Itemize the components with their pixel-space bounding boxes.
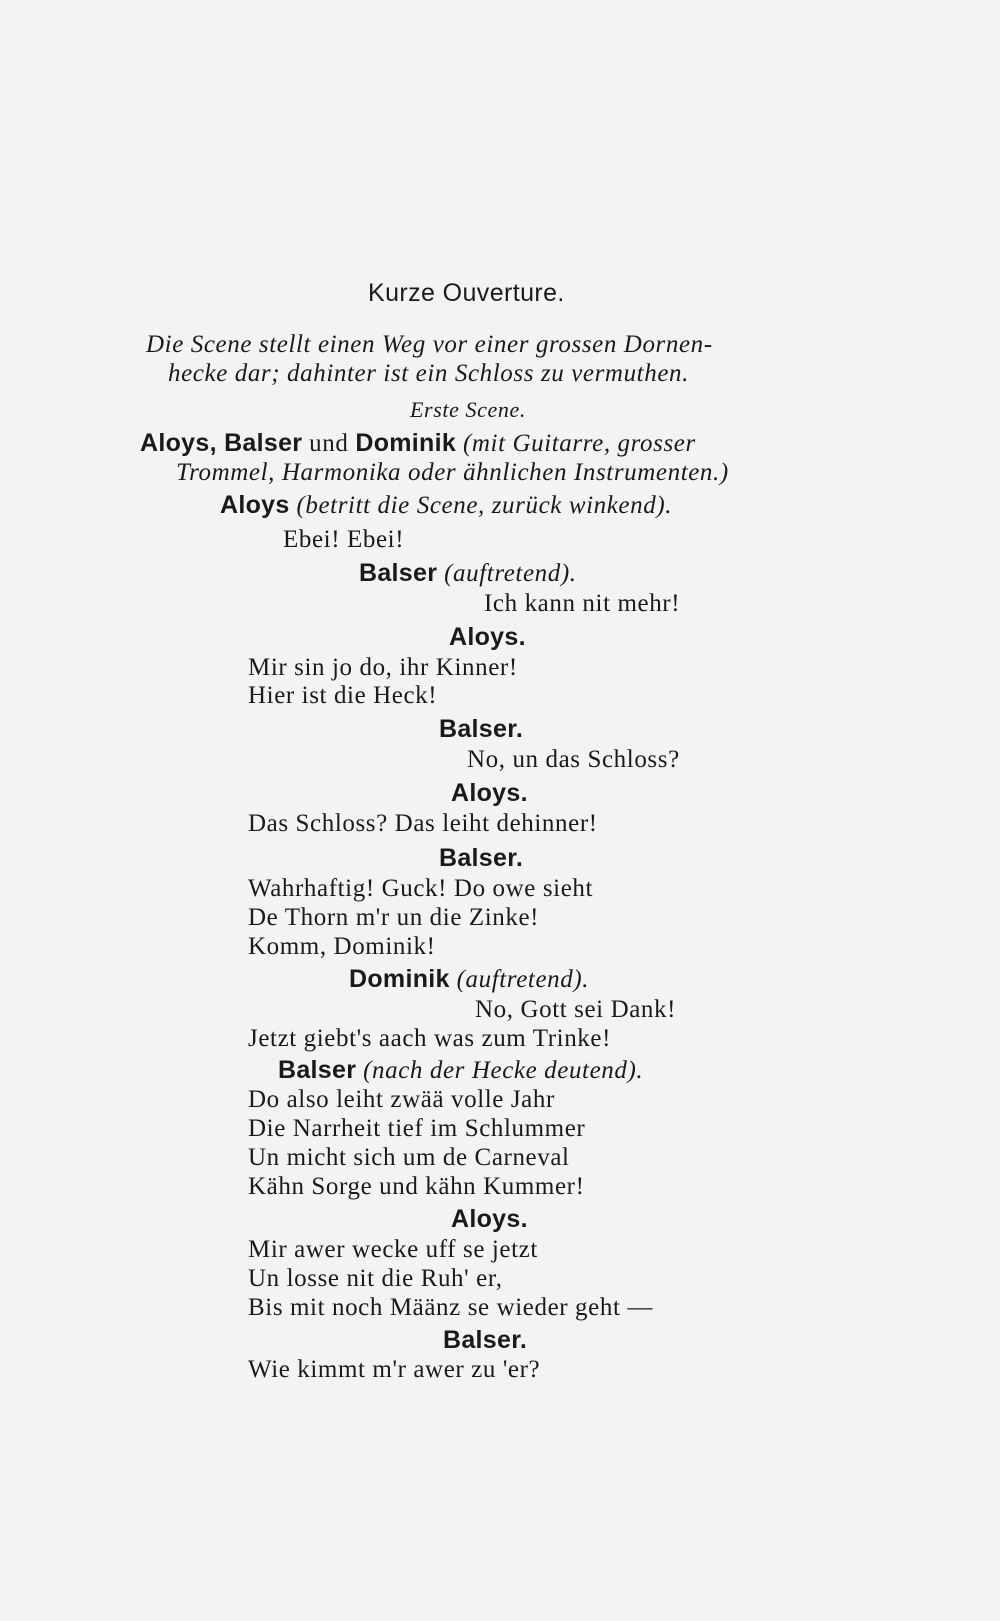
speaker-name: Balser.	[439, 844, 524, 872]
speaker-name: Dominik	[355, 429, 457, 457]
speaker-line	[349, 964, 589, 995]
speaker-name: Aloys.	[449, 623, 526, 651]
speaker-name: Aloys.	[451, 779, 528, 807]
dialogue-line: Komm, Dominik!	[248, 933, 436, 960]
speaker-name: Aloys.	[451, 1205, 528, 1233]
speaker-line	[359, 558, 577, 589]
scene-description-line: hecke dar; dahinter ist ein Schloss zu vermuthen.	[168, 360, 689, 387]
stage-direction: (auftretend).	[456, 966, 590, 993]
dialogue-line: Mir awer wecke uff se jetzt	[248, 1236, 538, 1263]
dialogue-line: Do also leiht zwää volle Jahr	[248, 1086, 555, 1113]
dialogue-line: De Thorn m'r un die Zinke!	[248, 904, 540, 931]
stage-direction: (nach der Hecke deutend).	[363, 1057, 644, 1084]
speaker-name: Dominik	[349, 965, 450, 993]
speaker-name: Aloys, Balser	[140, 429, 303, 457]
dialogue-line: Kähn Sorge und kähn Kummer!	[248, 1173, 585, 1200]
stage-direction: (auftretend).	[444, 560, 577, 587]
dialogue-line: No, Gott sei Dank!	[475, 996, 677, 1023]
scene-description-line: Die Scene stellt einen Weg vor einer grossen Dornen-	[146, 331, 713, 358]
dialogue-line: Mir sin jo do, ihr Kinner!	[248, 654, 518, 681]
dialogue-line: Die Narrheit tief im Schlummer	[248, 1115, 586, 1142]
cast-list-line	[140, 428, 696, 459]
stage-direction: (mit Guitarre, grosser	[462, 430, 696, 457]
dialogue-line: Ebei! Ebei!	[283, 526, 405, 553]
dialogue-line: Wie kimmt m'r awer zu 'er?	[248, 1356, 541, 1383]
speaker-name: Balser.	[443, 1326, 528, 1354]
speaker-name: Balser	[359, 559, 438, 587]
conjunction: und	[309, 430, 349, 457]
dialogue-line: Un micht sich um de Carneval	[248, 1144, 570, 1171]
dialogue-line: No, un das Schloss?	[467, 746, 680, 773]
speaker-line	[278, 1055, 643, 1086]
dialogue-line: Wahrhaftig! Guck! Do owe sieht	[248, 875, 594, 902]
dialogue-line: Bis mit noch Määnz se wieder geht —	[248, 1294, 653, 1321]
dialogue-line: Jetzt giebt's aach was zum Trinke!	[248, 1025, 612, 1052]
stage-direction: (betritt die Scene, zurück winkend).	[296, 492, 673, 519]
page-title: Kurze Ouverture.	[368, 279, 565, 307]
speaker-line	[220, 490, 672, 521]
speaker-name: Balser	[278, 1056, 357, 1084]
dialogue-line: Hier ist die Heck!	[248, 682, 438, 709]
dialogue-line: Ich kann nit mehr!	[484, 590, 681, 617]
speaker-name: Aloys	[220, 491, 290, 519]
dialogue-line: Un losse nit die Ruh' er,	[248, 1265, 503, 1292]
scene-heading: Erste Scene.	[410, 397, 526, 422]
dialogue-line: Das Schloss? Das leiht dehinner!	[248, 810, 598, 837]
speaker-name: Balser.	[439, 715, 524, 743]
stage-direction: Trommel, Harmonika oder ähnlichen Instrumenten.)	[176, 459, 729, 486]
